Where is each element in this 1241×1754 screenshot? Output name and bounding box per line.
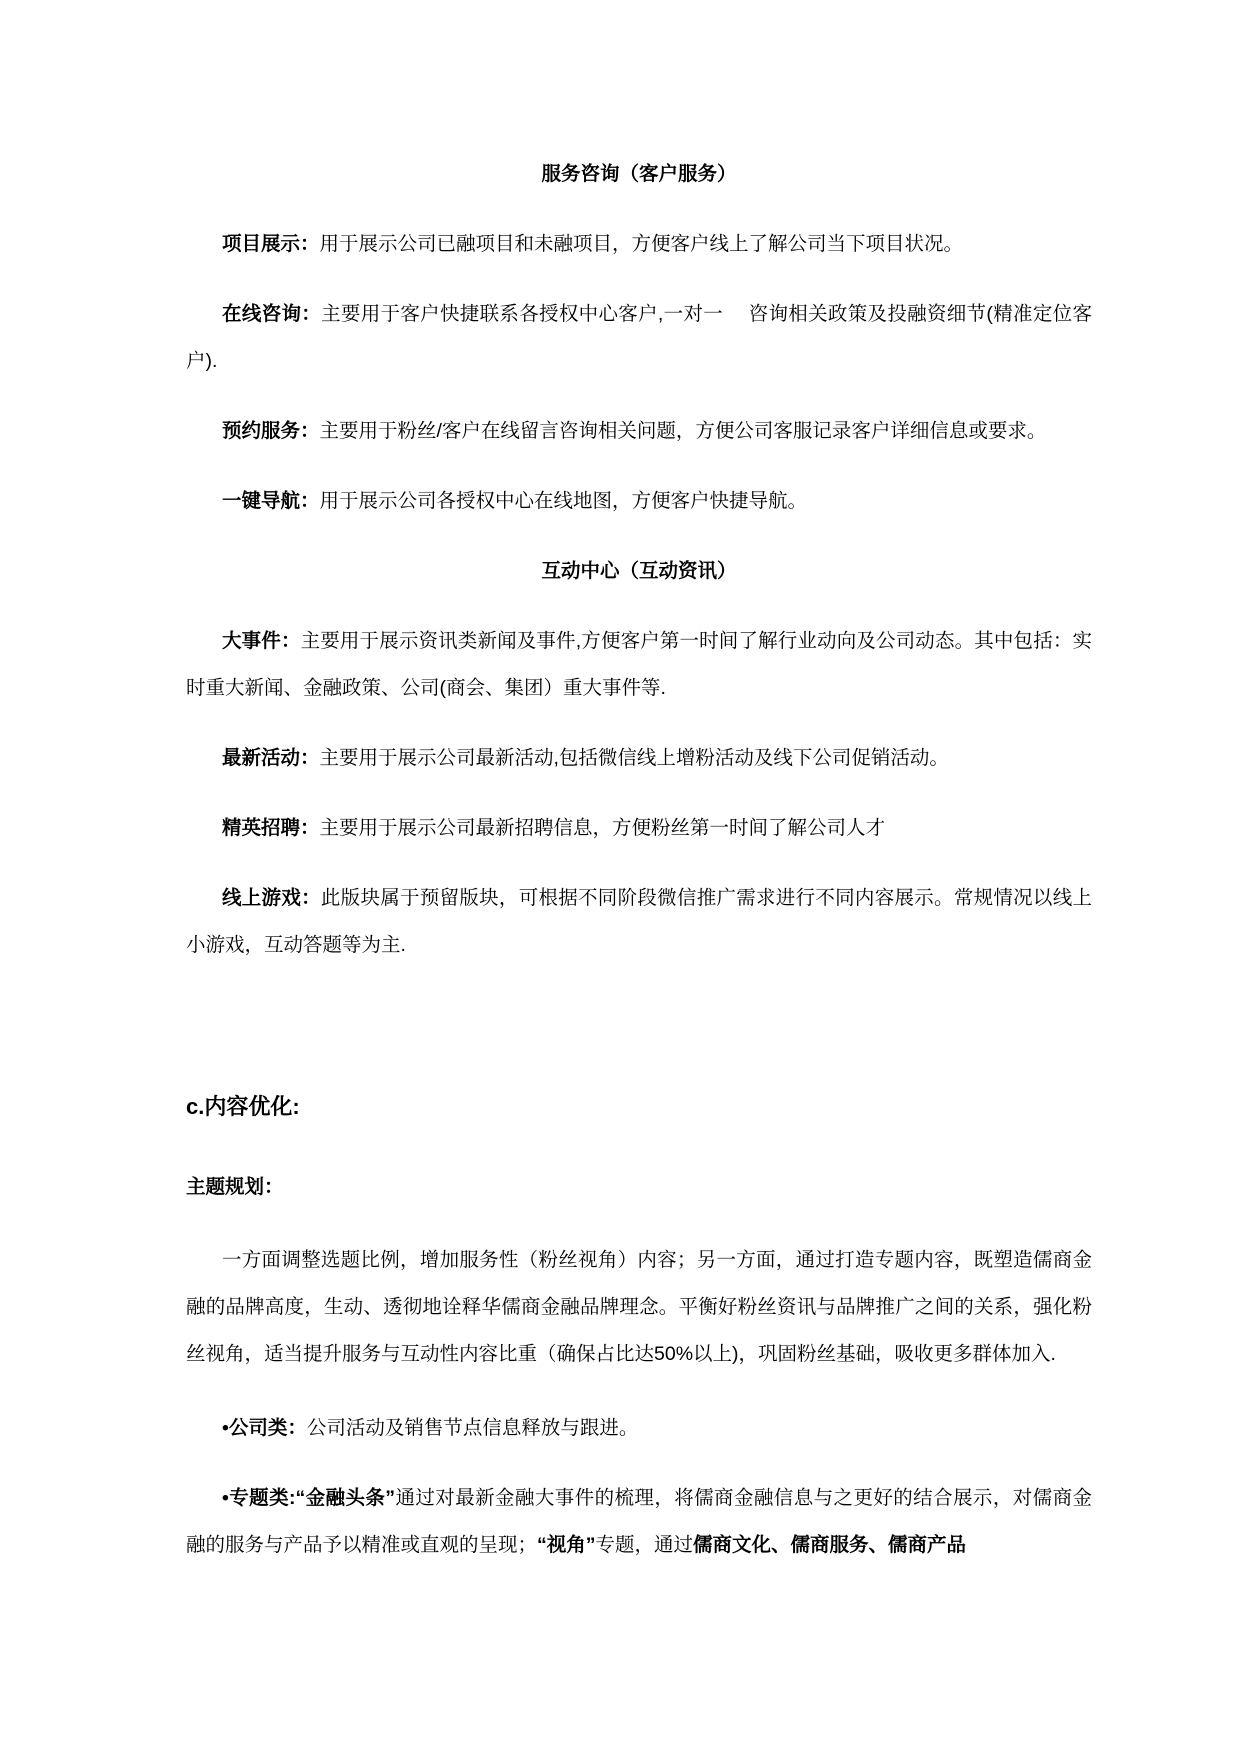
para-latest-activities-text: 主要用于展示公司最新活动,包括微信线上增粉活动及线下公司促销活动。 — [319, 747, 949, 769]
para-project-display-lead: 项目展示： — [222, 233, 320, 255]
para-online-games — [186, 875, 1092, 969]
para-latest-activities — [186, 735, 1092, 782]
para-booking-service — [186, 408, 1092, 455]
para-elite-recruitment-lead: 精英招聘： — [222, 817, 320, 839]
section-heading-service-consulting: 服务咨询（客户服务） — [541, 163, 737, 185]
section-heading-interaction-center: 互动中心（互动资讯） — [541, 560, 737, 582]
para-bullet-topic-seg1: 通过对最新金融大事件的梳理，将儒商金融信息与之更好的结合展示，对儒商金融的服务与产品予以精准或直观的呈现； — [186, 1487, 1092, 1556]
para-online-games-text: 此版块属于预留版块，可根据不同阶段微信推广需求进行不同内容展示。常规情况以线上小游戏，互动答题等为主. — [186, 887, 1092, 956]
para-project-display-text: 用于展示公司已融项目和未融项目，方便客户线上了解公司当下项目状况。 — [319, 233, 964, 255]
para-online-consulting-lead: 在线咨询： — [222, 303, 322, 325]
para-one-key-navigation-lead: 一键导航： — [222, 490, 320, 512]
para-online-consulting — [186, 291, 1092, 385]
para-big-events-lead: 大事件： — [222, 630, 301, 652]
para-big-events — [186, 618, 1092, 712]
para-bullet-topic-headline: “金融头条” — [295, 1487, 396, 1509]
para-elite-recruitment-text: 主要用于展示公司最新招聘信息，方便粉丝第一时间了解公司人才 — [319, 817, 886, 839]
para-elite-recruitment — [186, 805, 1092, 852]
para-booking-service-text: 主要用于粉丝/客户在线留言咨询相关问题，方便公司客服记录客户详细信息或要求。 — [319, 420, 1047, 442]
para-bullet-company-lead: •公司类： — [222, 1417, 307, 1439]
para-one-key-navigation-text: 用于展示公司各授权中心在线地图，方便客户快捷导航。 — [319, 490, 808, 512]
para-online-consulting-text: 主要用于客户快捷联系各授权中心客户,一对一 咨询相关政策及投融资细节(精准定位客户). — [186, 303, 1092, 372]
heading-content-optimization: c.内容优化: — [186, 1094, 300, 1119]
para-bullet-topic-lead: •专题类: — [222, 1487, 296, 1509]
para-bullet-company-text: 公司活动及销售节点信息释放与跟进。 — [306, 1417, 639, 1439]
para-big-events-text: 主要用于展示资讯类新闻及事件,方便客户第一时间了解行业动向及公司动态。其中包括：实时重大新闻、金融政策、公司(商会、集团）重大事件等. — [186, 630, 1092, 699]
para-booking-service-lead: 预约服务： — [222, 420, 320, 442]
para-bullet-topic-tail: 儒商文化、儒商服务、儒商产品 — [693, 1534, 967, 1556]
para-project-display — [186, 221, 1092, 268]
para-one-key-navigation — [186, 478, 1092, 525]
para-bullet-topic-view: “视角” — [537, 1534, 596, 1556]
para-bullet-topic-seg2: 专题，通过 — [595, 1534, 694, 1556]
para-bullet-topic-category — [186, 1475, 1092, 1569]
para-latest-activities-lead: 最新活动： — [222, 747, 320, 769]
para-theme-planning-intro: 一方面调整选题比例，增加服务性（粉丝视角）内容；另一方面，通过打造专题内容，既塑造儒商金融的品牌高度，生动、透彻地诠释华儒商金融品牌理念。平衡好粉丝资讯与品牌推广之间的关系，强化粉丝视角，适当提升服务与互动性内容比重（确保占比达50%以上)，巩固粉丝基础，吸收更多群体加入. — [186, 1249, 1092, 1365]
para-online-games-lead: 线上游戏： — [222, 887, 321, 909]
heading-theme-planning: 主题规划： — [186, 1176, 284, 1198]
para-bullet-company-category — [186, 1405, 1092, 1452]
